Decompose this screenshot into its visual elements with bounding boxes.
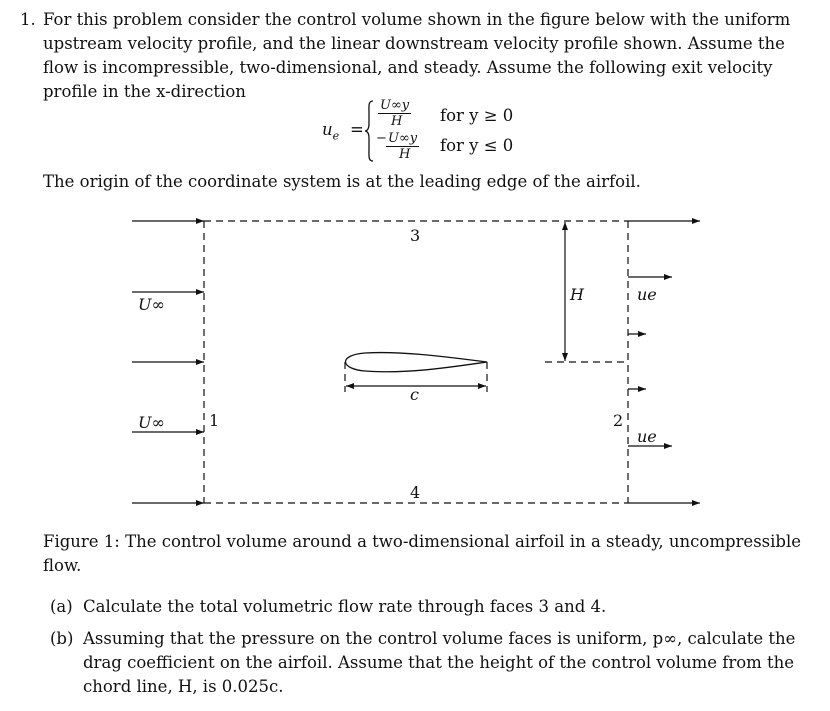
problem-number: 1. xyxy=(20,10,36,29)
inlet-velocity-arrows xyxy=(132,221,204,503)
face-label-bottom: 4 xyxy=(410,483,421,502)
eq-case1-denominator: H xyxy=(391,114,403,129)
u-infinity-label: U∞ xyxy=(138,413,165,432)
face-label-top: 3 xyxy=(410,226,421,245)
eq-case1-numerator: U∞y xyxy=(380,98,410,113)
eq-equals: = xyxy=(350,120,364,139)
eq-case2-numerator: U∞y xyxy=(388,131,418,146)
part-text: Assuming that the pressure on the control volume faces is uniform, p∞, calculate the xyxy=(83,629,796,648)
u-infinity-label: U∞ xyxy=(138,295,165,314)
origin-text: The origin of the coordinate system is at the leading edge of the airfoil. xyxy=(43,172,641,191)
height-label: H xyxy=(570,285,584,304)
eq-lhs: u xyxy=(322,120,333,139)
intro-line: flow is incompressible, two-dimensional, and steady. Assume the following exit velocity xyxy=(43,58,773,77)
eq-case2-condition: for y ≤ 0 xyxy=(440,136,514,155)
eq-case2-sign: − xyxy=(376,131,387,146)
eq-case1-condition: for y ≥ 0 xyxy=(440,106,514,125)
eq-lhs-sub: e xyxy=(332,129,340,143)
intro-line: For this problem consider the control volume shown in the figure below with the uniform xyxy=(43,10,791,29)
outlet-velocity-arrows xyxy=(628,221,700,503)
part-text: chord line, H, is 0.025c. xyxy=(83,677,284,696)
figure-caption-line: Figure 1: The control volume around a two-dimensional airfoil in a steady, uncompressible xyxy=(43,532,802,551)
figure-caption-line: flow. xyxy=(43,556,82,575)
face-label-left: 1 xyxy=(209,411,220,430)
intro-line: upstream velocity profile, and the linear downstream velocity profile shown. Assume the xyxy=(43,34,785,53)
part-text: drag coefficient on the airfoil. Assume that the height of the control volume from the xyxy=(83,653,795,672)
exit-velocity-label: ue xyxy=(637,427,657,446)
intro-line: profile in the x-direction xyxy=(43,82,246,101)
airfoil xyxy=(345,353,487,372)
part-label: (b) xyxy=(50,629,74,648)
part-label: (a) xyxy=(50,597,73,616)
part-text: Calculate the total volumetric flow rate through faces 3 and 4. xyxy=(83,597,607,616)
eq-case2-denominator: H xyxy=(399,147,411,162)
chord-label: c xyxy=(410,385,419,404)
exit-velocity-label: ue xyxy=(637,285,657,304)
face-label-right: 2 xyxy=(613,411,624,430)
